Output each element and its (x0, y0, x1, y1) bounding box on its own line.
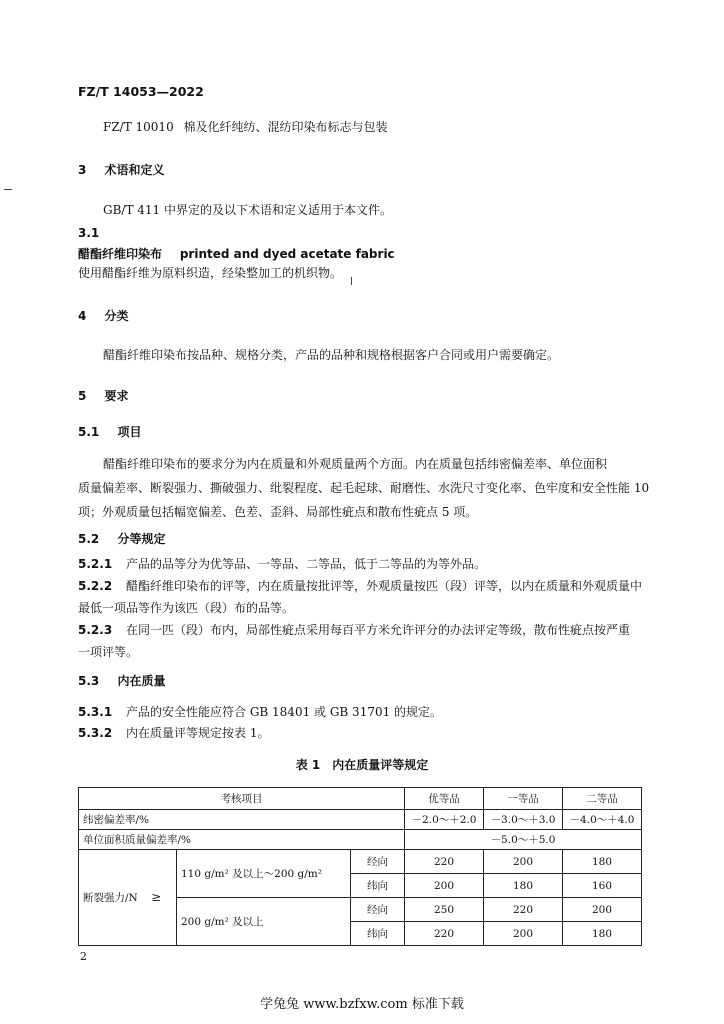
clause-number: 5.2.2 (78, 579, 113, 593)
clause-5-1-heading (78, 423, 141, 440)
spec-label: 110 g/m² 及以上～200 g/m² (177, 850, 351, 898)
reference-item (103, 118, 388, 135)
clause-5-2-heading (78, 530, 165, 547)
gte-symbol: ≥ (151, 890, 162, 904)
header-item: 考核项目 (79, 788, 405, 810)
clause-5-2-1 (78, 555, 486, 572)
section-title: 术语和定义 (104, 163, 165, 177)
cell-value: 220 (405, 850, 484, 874)
term-entry (78, 245, 395, 262)
section-number: 4 (78, 309, 87, 323)
break-strength-label (79, 850, 177, 946)
table-row (79, 830, 642, 850)
direction-label: 经向 (351, 850, 405, 874)
cell-value: －2.0～＋2.0 (405, 810, 484, 830)
table-header-row (79, 788, 642, 810)
clause-text: 在同一匹（段）布内，局部性疵点采用每百平方米允许评分的办法评定等级，散布性疵点按严重 (126, 623, 631, 637)
cell-value: 200 (563, 898, 642, 922)
table-row (79, 850, 642, 874)
cell-value: 160 (563, 874, 642, 898)
scan-mark (351, 277, 352, 285)
cell-value: －3.0～＋3.0 (484, 810, 563, 830)
row-label: 纬密偏差率/% (79, 810, 405, 830)
cell-value: 220 (484, 898, 563, 922)
clause-5-2-2-line-2: 最低一项品等作为该匹（段）布的品等。 (78, 601, 295, 615)
clause-5-1-line-2: 质量偏差率、断裂强力、撕破强力、纰裂程度、起毛起球、耐磨性、水洗尺寸变化率、色牢度和安全性能 10 (78, 481, 650, 495)
standard-id: FZ/T 14053—2022 (78, 84, 204, 99)
term-definition: 使用醋酯纤维为原料织造，经染整加工的机织物。 (78, 266, 343, 280)
clause-number: 5.3.1 (78, 705, 113, 719)
cell-value: 220 (405, 922, 484, 946)
clause-5-2-3 (78, 621, 630, 638)
clause-number: 5.1 (78, 425, 100, 439)
section-number: 3 (78, 163, 87, 177)
clause-title: 项目 (117, 425, 142, 439)
clause-text: 醋酯纤维印染布的评等，内在质量按批评等，外观质量按匹（段）评等，以内在质量和外观质量中 (126, 579, 643, 593)
clause-text: 内在质量评等规定按表 1。 (126, 726, 270, 740)
direction-label: 纬向 (351, 922, 405, 946)
clause-5-3-2 (78, 724, 269, 741)
reference-code: FZ/T 10010 (103, 120, 174, 134)
table-row (79, 810, 642, 830)
clause-number: 5.2.3 (78, 623, 113, 637)
section-title: 要求 (104, 389, 129, 403)
reference-title: 棉及化纤纯纺、混纺印染布标志与包装 (183, 120, 388, 134)
clause-5-3-1 (78, 703, 442, 720)
clause-5-3-heading (78, 672, 165, 689)
cell-value: 200 (484, 922, 563, 946)
cell-value: 200 (405, 874, 484, 898)
direction-label: 经向 (351, 898, 405, 922)
term-en: printed and dyed acetate fabric (179, 247, 395, 261)
cell-value: －4.0～＋4.0 (563, 810, 642, 830)
clause-number: 5.3.2 (78, 726, 113, 740)
row-label: 单位面积质量偏差率/% (79, 830, 405, 850)
section-3-heading (78, 161, 165, 178)
clause-5-1-line-3: 项；外观质量包括幅宽偏差、色差、歪斜、局部性疵点和散布性疵点 5 项。 (78, 505, 478, 519)
table-caption: 表 1 内在质量评等规定 (295, 758, 429, 772)
section-title: 分类 (104, 309, 129, 323)
clause-title: 分等规定 (117, 532, 166, 546)
footer-watermark: 学兔兔 www.bzfxw.com 标准下载 (260, 997, 464, 1012)
clause-number: 5.3 (78, 674, 100, 688)
cell-value: 180 (484, 874, 563, 898)
cell-value: 200 (484, 850, 563, 874)
section-number: 5 (78, 389, 87, 403)
clause-5-2-2 (78, 577, 642, 594)
clause-text: 产品的安全性能应符合 GB 18401 或 GB 31701 的规定。 (126, 705, 443, 719)
clause-3-1-number: 3.1 (78, 226, 100, 240)
clause-number: 5.2.1 (78, 557, 113, 571)
clause-title: 内在质量 (117, 674, 166, 688)
cell-value: 180 (563, 850, 642, 874)
header-grade-second: 二等品 (563, 788, 642, 810)
row-label: 断裂强力/N (83, 892, 138, 904)
term-zh: 醋酯纤维印染布 (78, 247, 163, 261)
scan-mark (4, 189, 12, 190)
page-number: 2 (80, 950, 87, 963)
cell-value: －5.0～＋5.0 (405, 830, 642, 850)
header-grade-first: 一等品 (484, 788, 563, 810)
clause-text: 产品的品等分为优等品、一等品、二等品，低于二等品的为等外品。 (126, 557, 487, 571)
clause-5-1-line-1: 醋酯纤维印染布的要求分为内在质量和外观质量两个方面。内在质量包括纬密偏差率、单位面积 (103, 457, 608, 471)
section-3-text: GB/T 411 中界定的及以下术语和定义适用于本文件。 (103, 203, 392, 217)
clause-5-2-3-line-2: 一项评等。 (78, 645, 139, 659)
spec-label: 200 g/m² 及以上 (177, 898, 351, 946)
clause-number: 5.2 (78, 532, 100, 546)
cell-value: 250 (405, 898, 484, 922)
section-4-heading (78, 307, 129, 324)
header-grade-superior: 优等品 (405, 788, 484, 810)
cell-value: 180 (563, 922, 642, 946)
section-4-text: 醋酯纤维印染布按品种、规格分类，产品的品种和规格根据客户合同或用户需要确定。 (103, 348, 560, 362)
direction-label: 纬向 (351, 874, 405, 898)
quality-grading-table (78, 787, 642, 946)
section-5-heading (78, 387, 129, 404)
